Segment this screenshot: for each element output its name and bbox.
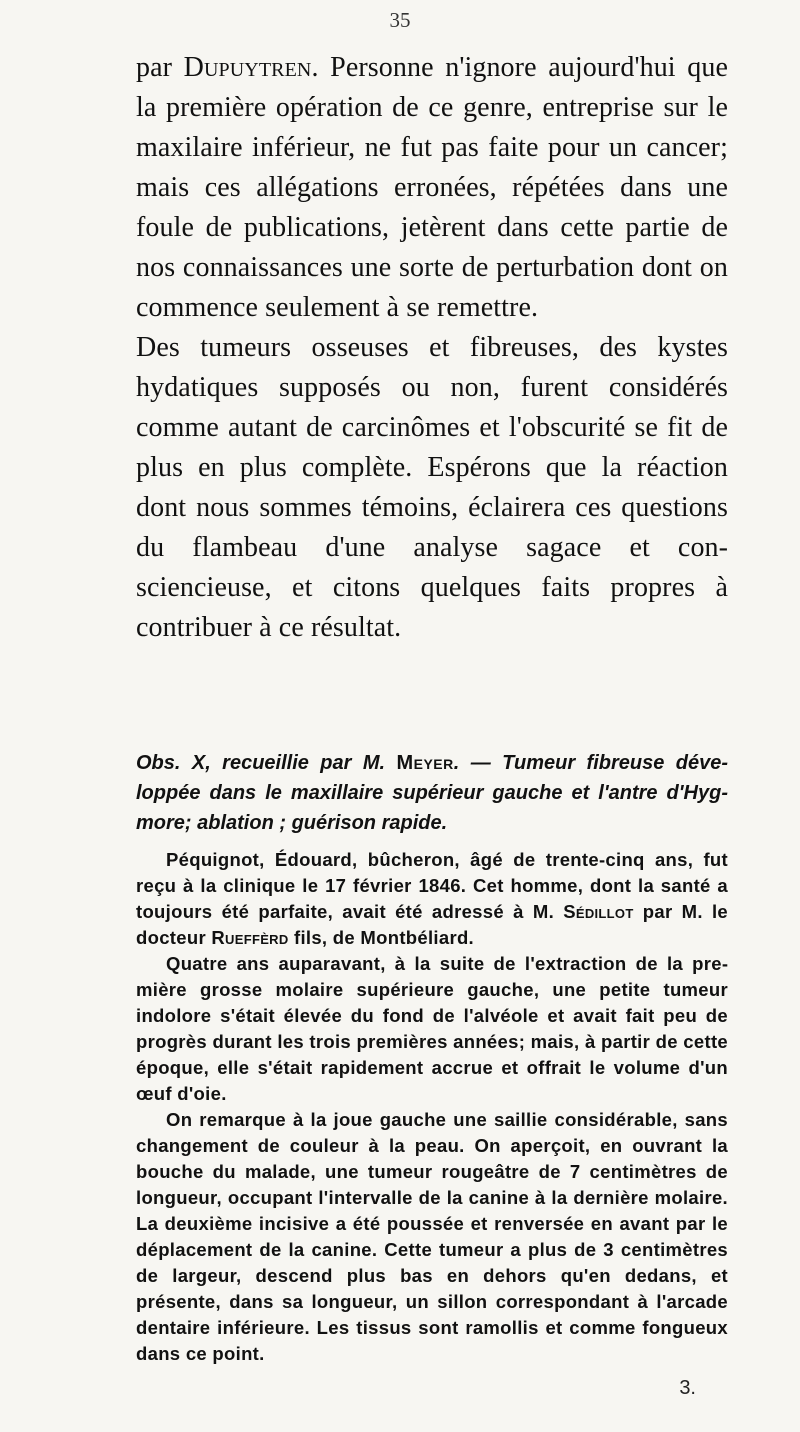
observation-part-1: , recueillie par M. [205, 752, 397, 774]
paragraph-1-lead: par [136, 52, 184, 83]
doctor-name: Rueffèrd [211, 927, 289, 948]
surgeon-name: Sédillot [563, 901, 634, 922]
case-paragraph-1-c: fils, de Montbéliard. [288, 927, 474, 948]
signature-mark: 3. [679, 1377, 696, 1399]
main-text [136, 48, 728, 648]
case-paragraph-1-a: Péquignot, Édouard, bûcheron, âgé de trente-cinq ans, fut reçu à la clinique le 17 février 1846. Cet homme, dont la santé a toujours été parfaite, avait été adressé à M. [136, 849, 728, 922]
case-report [136, 847, 728, 1367]
observation-author: Meyer [396, 752, 454, 774]
paragraph-2 [136, 328, 728, 648]
paragraph-1 [136, 48, 728, 328]
paragraph-2-text: Des tumeurs osseuses et fibreuses, des kystes hydatiques supposés ou non, furent considérés comme autant de carcinômes et l'obscurité se fit de plus en plus complète. Espérons que la réaction dont nous sommes témoins, éclairera ces questions du flambeau d'une analyse sagace et consciencieuse, et citons quelques faits propres à contribuer à ce résultat. [136, 332, 728, 643]
observation-label: Obs. X [136, 752, 206, 774]
observation-part-2: . — Tumeur fibreuse développée dans le maxillaire supérieur gauche et l'antre d'Hygmore; ablation ; guérison rapide. [136, 752, 728, 834]
case-paragraph-3: On remarque à la joue gauche une saillie considérable, sans changement de couleur à la peau. On aperçoit, en ouvrant la bouche du malade, une tumeur rougeâtre de 7 centimètres de longueur, occupant l'intervalle de la canine à la dernière molaire. La deuxième incisive a été poussée et renversée en avant par le déplacement de la canine. Cette tumeur a plus de 3 centimètres de largeur, descend plus bas en dehors qu'en dedans, et présente, dans sa longueur, un sillon correspondant à l'arcade dentaire inférieure. Les tissus sont ramollis et comme fongueux dans ce point. [136, 1109, 728, 1364]
page-number: 35 [389, 8, 411, 32]
paragraph-1-text: . Personne n'ignore aujourd'hui que la première opération de ce genre, entreprise sur le maxilaire inférieur, ne fut pas faite pour un cancer; mais ces allégations erronées, répétées dans une foule de publications, jetèrent dans cette partie de nos connaissances une sorte de perturbation dont on commence seulement à se remettre. [136, 52, 729, 323]
case-paragraph-1-b: par M. le docteur [136, 901, 728, 948]
case-paragraph-2: Quatre ans auparavant, à la suite de l'extraction de la première grosse molaire supérieure gauche, une petite tumeur indolore s'était élevée du fond de l'alvéole et avait fait peu de progrès durant les trois premières années; mais, à partir de cette époque, elle s'était rapidement accrue et offrait le volume d'un œuf d'oie. [136, 953, 728, 1104]
case-paragraph-1 [136, 847, 728, 951]
author-name-dupuytren: Dupuytren [183, 52, 312, 83]
observation-heading [136, 748, 728, 838]
